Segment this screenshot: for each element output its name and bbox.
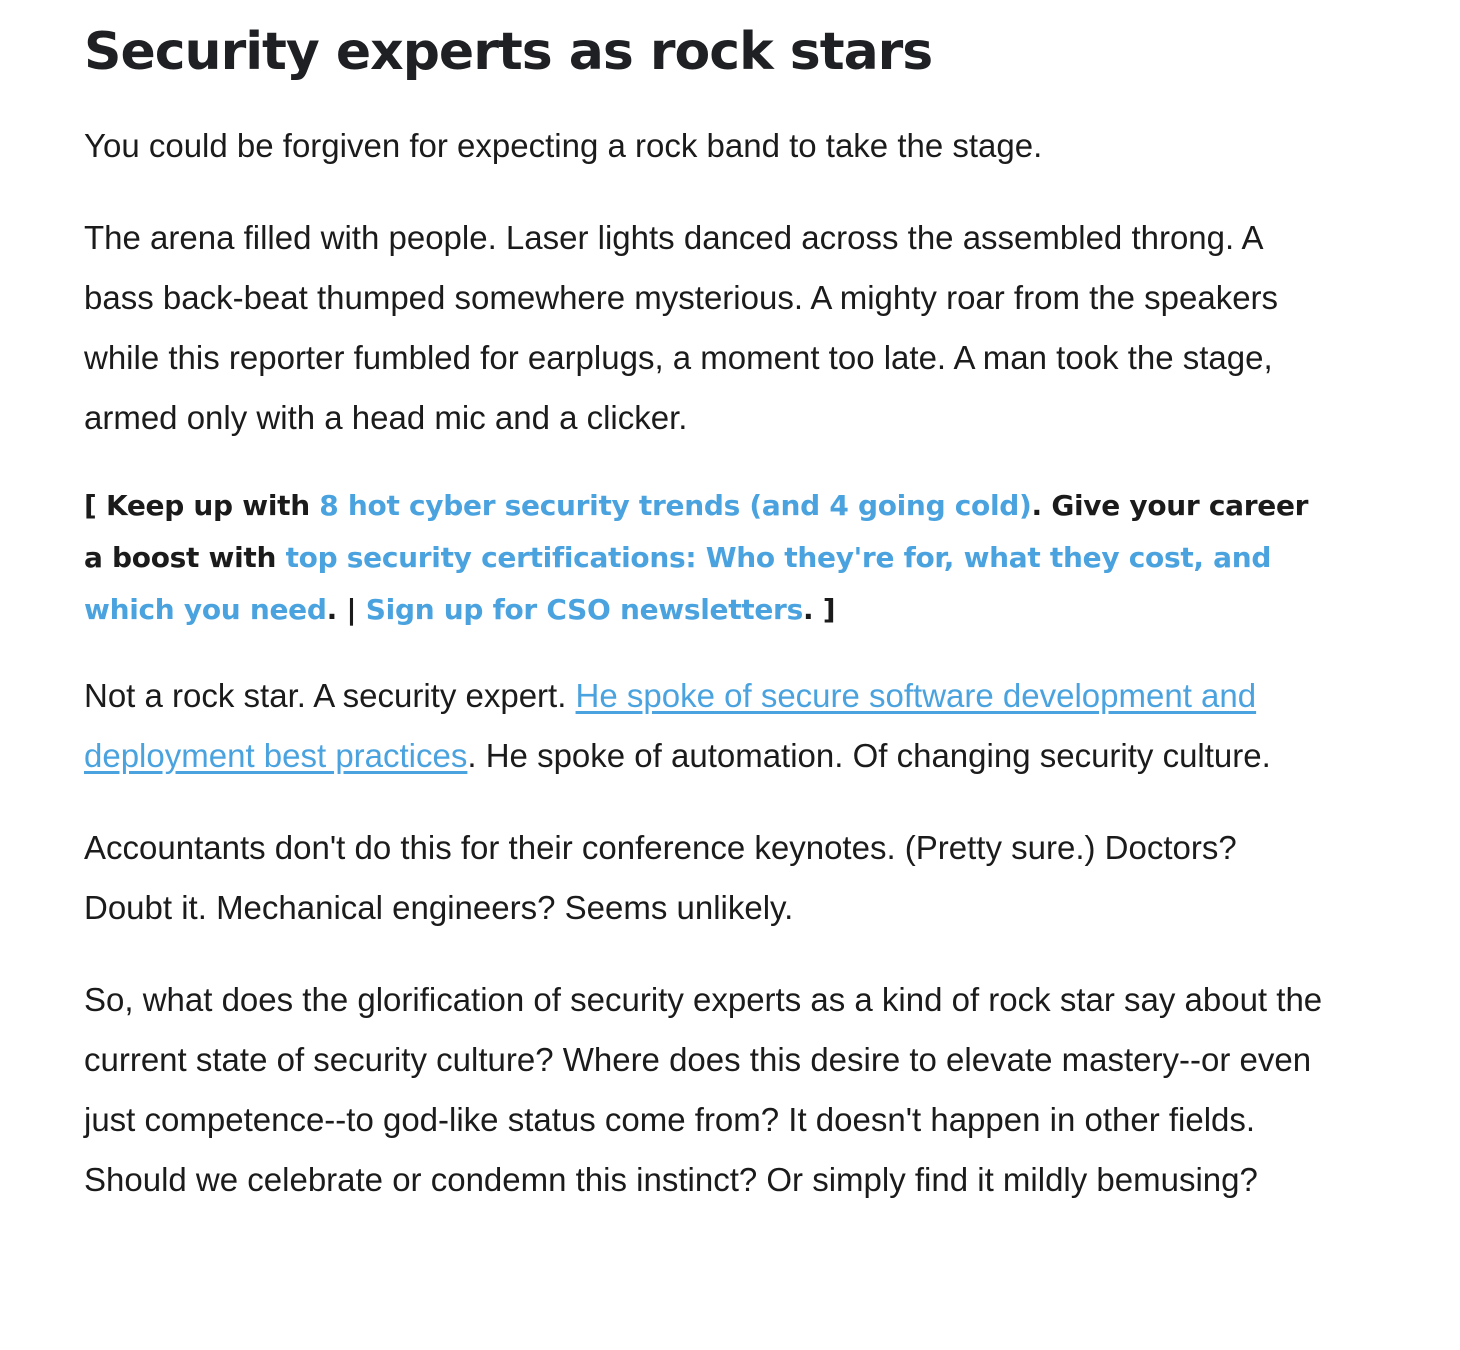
paragraph-3-text-after: . He spoke of automation. Of changing security culture. [467, 737, 1271, 774]
paragraph-2: The arena filled with people. Laser lights danced across the assembled throng. A bass back-beat thumped somewhere mysterious. A mighty roar from the speakers while this reporter fumbled for earplugs, a moment too late. A man took the stage, armed only with a head mic and a clicker. [84, 219, 1279, 436]
paragraph-1: You could be forgiven for expecting a rock band to take the stage. [84, 127, 1043, 164]
paragraph-5: So, what does the glorification of security experts as a kind of rock star say about the current state of security culture? Where does this desire to elevate mastery--or even just competence--to god-like status come from? It doesn't happen in other fields. Should we celebrate or condemn this instinct? Or simply find it mildly bemusing? [84, 981, 1323, 1198]
article-headline: Security experts as rock stars [84, 22, 933, 82]
article-body [84, 18, 1324, 1242]
related-links-promo [84, 480, 1324, 636]
promo-text-mid-2: . | [326, 593, 366, 626]
link-cso-newsletters[interactable]: Sign up for CSO newsletters [365, 593, 803, 626]
paragraph-3-text-before: Not a rock star. A security expert. [84, 677, 576, 714]
promo-text-close: . ] [802, 593, 836, 626]
paragraph-3 [84, 666, 1324, 786]
paragraph-4: Accountants don't do this for their conference keynotes. (Pretty sure.) Doctors? Doubt it. Mechanical engineers? Seems unlikely. [84, 829, 1237, 926]
promo-text-open: [ Keep up with [84, 489, 320, 522]
link-security-certifications[interactable]: top security certifications: Who they're for, what they cost, and which you need [84, 541, 1272, 626]
link-secure-software-practices[interactable]: He spoke of secure software development and deployment best practices [84, 677, 1257, 774]
link-cyber-security-trends[interactable]: 8 hot cyber security trends (and 4 going cold) [319, 489, 1032, 522]
promo-text-mid-1: . Give your career a boost with [84, 489, 1309, 574]
